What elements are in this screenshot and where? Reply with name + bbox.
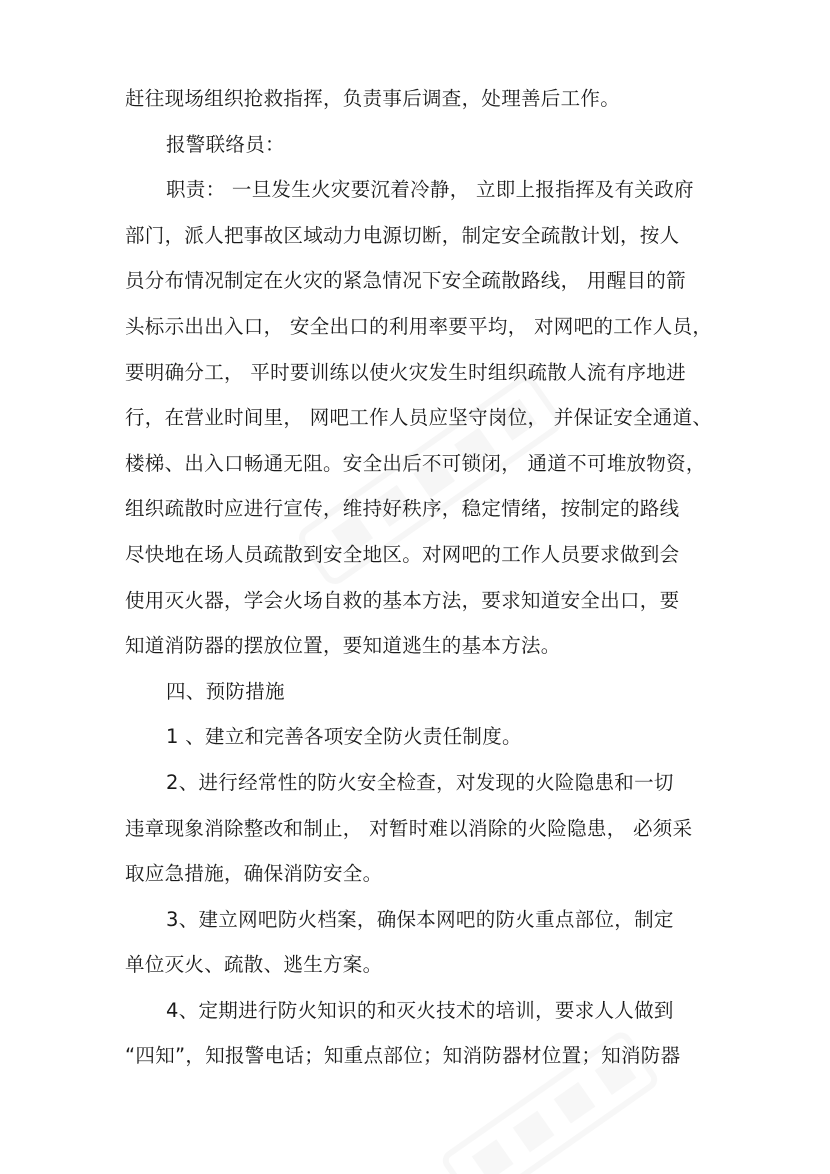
paragraph-line: 四、预防措施 (166, 679, 285, 703)
paragraph-line: 使用灭火器，学会火场自救的基本方法，要求知道安全出口，要 (125, 588, 680, 612)
paragraph-line: 部门，派人把事故区域动力电源切断，制定安全疏散计划，按人 (125, 223, 680, 247)
paragraph-line: 赶往现场组织抢救指挥，负责事后调查，处理善后工作。 (125, 87, 621, 110)
paragraph-line: 职责： 一旦发生火灾要沉着冷静， 立即上报指挥及有关政府 (166, 178, 694, 202)
paragraph-line: 3、建立网吧防火档案，确保本网吧的防火重点部位，制定 (166, 907, 674, 931)
paragraph-line: 1 、建立和完善各项安全防火责任制度。 (166, 725, 522, 749)
paragraph-line: 取应急措施，确保消防安全。 (125, 862, 383, 886)
paragraph-line: 2、进行经常性的防火安全检查，对发现的火险隐患和一切 (166, 770, 674, 794)
paragraph-line: 楼梯、出入口畅通无阻。安全出后不可锁闭， 通道不可堆放物资， (125, 451, 706, 475)
paragraph-line: 头标示出出入口， 安全出口的利用率要平均， 对网吧的工作人员， (125, 314, 713, 338)
paragraph-line: 员分布情况制定在火灾的紧急情况下安全疏散路线， 用醒目的箭 (125, 269, 686, 293)
paragraph-line: 单位灭火、疏散、逃生方案。 (125, 953, 383, 977)
paragraph-line: 组织疏散时应进行宣传，维持好秩序，稳定情绪，按制定的路线 (125, 497, 680, 521)
paragraph-line: 违章现象消除整改和制止， 对暂时难以消除的火险隐患， 必须采 (125, 816, 693, 840)
document-body (125, 76, 717, 1079)
paragraph-line: 报警联络员： (166, 132, 285, 156)
paragraph-line: 4、定期进行防火知识的和灭火技术的培训，要求人人做到 (166, 998, 674, 1022)
paragraph-line: 行，在营业时间里， 网吧工作人员应坚守岗位， 并保证安全通道、 (125, 406, 713, 430)
paragraph-line: 尽快地在场人员疏散到安全地区。对网吧的工作人员要求做到会 (125, 542, 680, 566)
paragraph-line: 要明确分工， 平时要训练以使火灾发生时组织疏散人流有序地进 (125, 360, 686, 384)
paragraph-line: “四知”，知报警电话；知重点部位；知消防器材位置；知消防器 (125, 1044, 681, 1068)
paragraph-line: 知道消防器的摆放位置，要知道逃生的基本方法。 (125, 634, 561, 658)
